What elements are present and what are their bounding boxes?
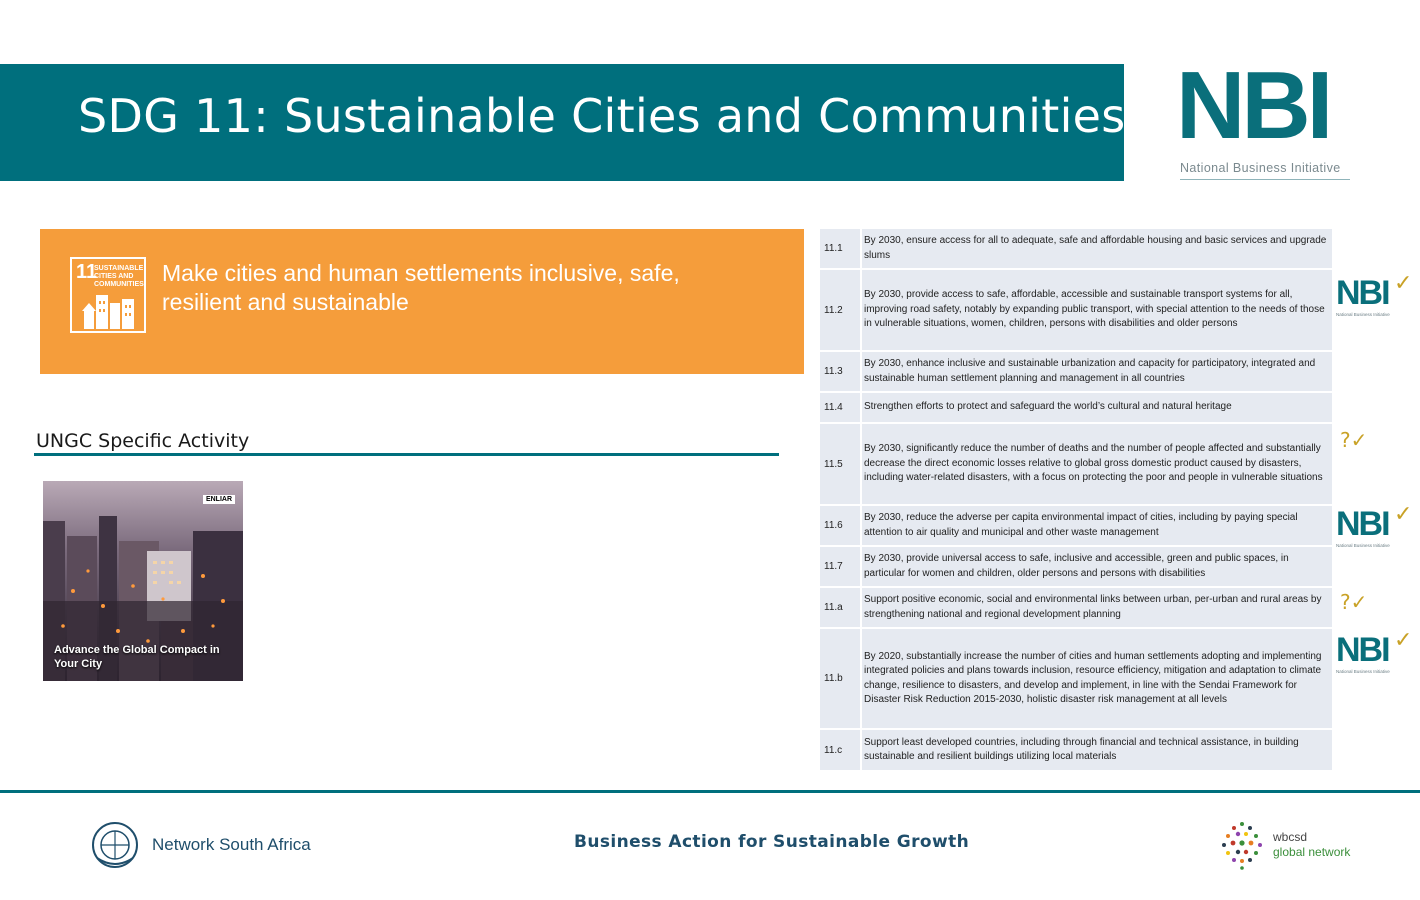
- target-code: 11.c: [820, 730, 860, 770]
- nbi-marker-11-2: [1336, 270, 1416, 320]
- target-code: 11.2: [820, 270, 860, 350]
- question-check-marker-11-a: ?✓: [1340, 590, 1368, 614]
- nbi-marker-letters: NBI: [1336, 505, 1389, 543]
- target-code: 11.a: [820, 588, 860, 627]
- city-cover-image[interactable]: [43, 481, 243, 681]
- sdg-goal-text: Make cities and human settlements inclusive, safe, resilient and sustainable: [162, 260, 680, 315]
- city-buildings-icon: [70, 257, 146, 333]
- target-code: 11.7: [820, 547, 860, 586]
- target-code: 11.3: [820, 352, 860, 391]
- target-code: 11.5: [820, 424, 860, 504]
- target-text: By 2030, ensure access for all to adequate, safe and affordable housing and basic services and upgrade slums: [862, 229, 1332, 268]
- wbcsd-network: global network: [1273, 845, 1351, 859]
- target-code: 11.4: [820, 393, 860, 422]
- target-text: By 2030, reduce the adverse per capita environmental impact of cities, including by paying special attention to air quality and municipal and other waste management: [862, 506, 1332, 545]
- page-title: SDG 11: Sustainable Cities and Communities: [78, 89, 1126, 143]
- check-icon: ✓: [1394, 501, 1413, 526]
- target-row: [820, 506, 1332, 545]
- target-row: [820, 393, 1332, 422]
- target-row: [820, 270, 1332, 350]
- check-icon: ✓: [1394, 627, 1413, 652]
- image-caption: Advance the Global Compact in Your City: [54, 644, 220, 670]
- nbi-marker-letters: NBI: [1336, 631, 1389, 669]
- target-text: Support positive economic, social and environmental links between urban, per-urban and rural areas by strengthening national and regional development planning: [862, 588, 1332, 627]
- target-row: [820, 352, 1332, 391]
- target-row: [820, 229, 1332, 268]
- nbi-marker-tag: National Business Initiative: [1336, 312, 1390, 317]
- check-icon: ✓: [1394, 270, 1413, 295]
- target-code: 11.1: [820, 229, 860, 268]
- sdg-number: 11: [76, 261, 98, 283]
- footer-network-text: Network South Africa: [152, 835, 311, 854]
- nbi-logo-caption: National Business Initiative: [1180, 161, 1341, 175]
- target-code: 11.6: [820, 506, 860, 545]
- wbcsd-dots-logo-icon: [1216, 818, 1268, 878]
- nbi-marker-11-b: [1336, 627, 1416, 677]
- nbi-marker-tag: National Business Initiative: [1336, 669, 1390, 674]
- ungc-section-title: UNGC Specific Activity: [36, 430, 250, 452]
- target-row: [820, 547, 1332, 586]
- target-text: Support least developed countries, including through financial and technical assistance, in building sustainable and resilient buildings utilizing local materials: [862, 730, 1332, 770]
- global-compact-logo-icon: [88, 818, 142, 872]
- ungc-section-divider: [34, 453, 779, 456]
- target-text: Strengthen efforts to protect and safeguard the world’s cultural and natural heritage: [862, 393, 1332, 422]
- sdg-banner: [40, 229, 804, 374]
- footer-divider: [0, 790, 1420, 793]
- sdg-11-icon: [70, 257, 146, 333]
- target-row: [820, 424, 1332, 504]
- target-row: [820, 730, 1332, 770]
- footer-tagline: Business Action for Sustainable Growth: [574, 832, 970, 852]
- target-text: By 2020, substantially increase the number of cities and human settlements adopting and implementing integrated policies and plans towards inclusion, resource efficiency, mitigation and adaptation to climate change, resilience to disasters, and develop and implement, in line with the Sendai Framework for Disaster Risk Reduction 2015-2030, holistic disaster risk management at all levels: [862, 629, 1332, 728]
- image-brand-badge: ENLIAR: [203, 495, 235, 504]
- target-code: 11.b: [820, 629, 860, 728]
- nbi-marker-tag: National Business Initiative: [1336, 543, 1390, 548]
- nbi-logo-letters: NBI: [1176, 52, 1330, 159]
- sdg-label: SUSTAINABLE CITIES AND COMMUNITIES: [94, 265, 144, 288]
- wbcsd-name: wbcsd: [1273, 830, 1308, 844]
- target-text: By 2030, significantly reduce the number of deaths and the number of people affected and substantially decrease the direct economic losses relative to global gross domestic product caused by disasters, including water-related disasters, with a focus on protecting the poor and people in vulnerable situations: [862, 424, 1332, 504]
- nbi-marker-letters: NBI: [1336, 274, 1389, 312]
- target-text: By 2030, enhance inclusive and sustainable urbanization and capacity for participatory, integrated and sustainable human settlement planning and management in all countries: [862, 352, 1332, 391]
- target-text: By 2030, provide access to safe, affordable, accessible and sustainable transport systems for all, improving road safety, notably by expanding public transport, with special attention to the needs of those in vulnerable situations, women, children, persons with disabilities and older persons: [862, 270, 1332, 350]
- target-text: By 2030, provide universal access to safe, inclusive and accessible, green and public spaces, in particular for women and children, older persons and persons with disabilities: [862, 547, 1332, 586]
- target-row: [820, 629, 1332, 728]
- nbi-logo-underline: [1180, 179, 1350, 180]
- nbi-marker-11-6: [1336, 501, 1416, 551]
- target-row: [820, 588, 1332, 627]
- nbi-logo: [1176, 52, 1356, 182]
- question-check-marker-11-5: ?✓: [1340, 428, 1368, 452]
